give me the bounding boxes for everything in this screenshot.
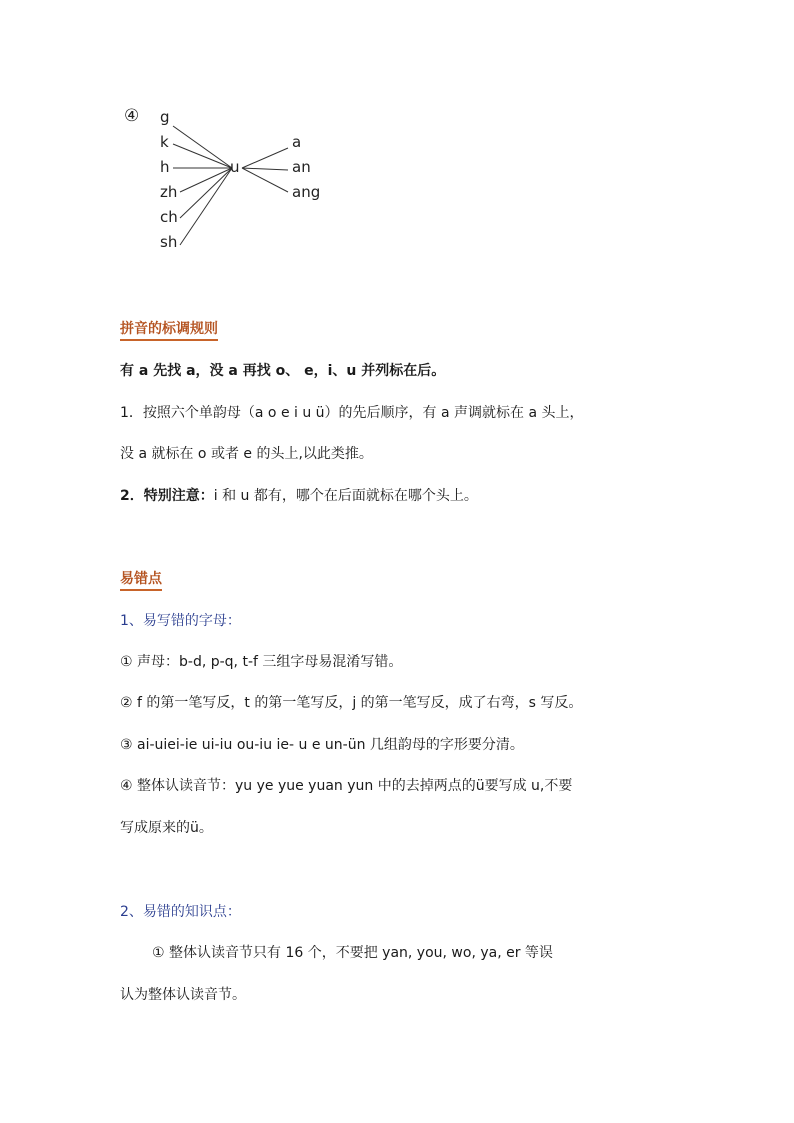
rule-item-2-text: i 和 u 都有，哪个在后面就标在哪个头上。: [213, 488, 478, 504]
mistake-point-1: ① 声母：b-d, p-q, t-f 三组字母易混淆写错。: [120, 654, 403, 670]
mistake-point-4-line-2: 写成原来的ü。: [120, 820, 213, 836]
knowledge-point-1-line-2: 认为整体认读音节。: [120, 987, 246, 1003]
tone-rule-mnemonic: 有 a 先找 a，没 a 再找 o、 e，i、u 并列标在后。: [120, 363, 446, 379]
common-mistakes-heading: 易错点: [120, 568, 162, 591]
mistakes-subheading-1: 1、易写错的字母：: [120, 613, 241, 629]
mistake-point-4-line-1: ④ 整体认读音节：yu ye yue yuan yun 中的去掉两点的ü要写成 u,不要: [120, 778, 573, 794]
left-letter-sh: sh: [160, 233, 178, 251]
pinyin-connection-diagram: [118, 100, 348, 260]
left-letter-k: k: [160, 133, 169, 151]
left-letter-ch: ch: [160, 208, 178, 226]
left-letter-g: g: [160, 108, 170, 126]
center-letter-u: u: [230, 158, 240, 176]
mistake-point-3: ③ ai-uiei-ie ui-iu ou-iu ie- u e un-ün 几组韵母的字形要分清。: [120, 737, 524, 753]
right-letter-ang: ang: [292, 183, 321, 201]
rule-item-1-line-2: 没 a 就标在 o 或者 e 的头上,以此类推。: [120, 446, 373, 462]
knowledge-point-1-line-1: ① 整体认读音节只有 16 个，不要把 yan, you, wo, ya, er 等误: [152, 945, 553, 961]
right-letter-an: an: [292, 158, 311, 176]
mistakes-subheading-2: 2、易错的知识点：: [120, 904, 241, 920]
mistake-point-2: ② f 的第一笔写反，t 的第一笔写反，j 的第一笔写反，成了右弯，s 写反。: [120, 695, 583, 711]
left-letter-h: h: [160, 158, 170, 176]
tone-rules-heading: 拼音的标调规则: [120, 318, 218, 341]
rule-item-2-label: 2．特别注意：: [120, 488, 214, 504]
left-letter-zh: zh: [160, 183, 178, 201]
connection-lines: [118, 100, 348, 260]
diagram-marker: ④: [124, 106, 140, 126]
right-letter-a: a: [292, 133, 302, 151]
rule-item-1-line-1: 1．按照六个单韵母（a o e i u ü）的先后顺序，有 a 声调就标在 a 头上，: [120, 405, 584, 421]
rule-item-2: [120, 485, 478, 505]
